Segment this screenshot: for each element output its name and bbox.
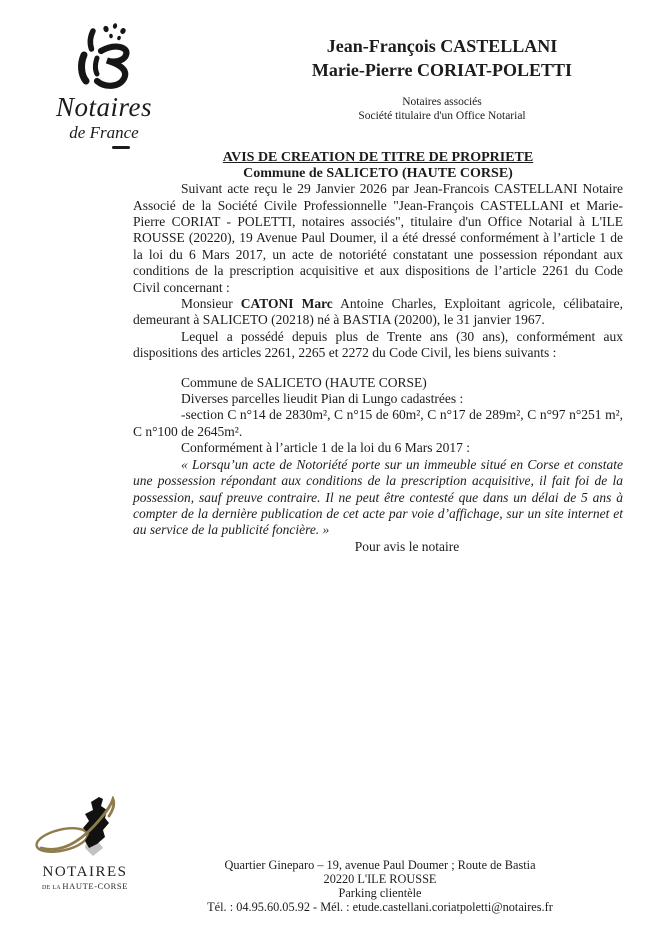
logo-underline-dash: [112, 146, 130, 149]
address-line-2: 20220 L'ILE ROUSSE: [323, 872, 437, 886]
owner-name: CATONI Marc: [240, 296, 333, 312]
notice-body: [133, 150, 623, 555]
property-sections-line: -section C n°14 de 2830m², C n°15 de 60m², C n°17 de 289m², C n°97 n°251 m², C n°100 de 2645m².: [133, 407, 623, 439]
signoff-line: Pour avis le notaire: [354, 538, 460, 554]
notice-commune-subtitle: Commune de SALICETO (HAUTE CORSE): [243, 165, 513, 181]
haute-corse-wordmark: NOTAIRES: [42, 864, 128, 880]
property-description: [133, 375, 623, 441]
notaires-de-france-wordmark: Notaires: [55, 92, 152, 122]
corsica-island-icon: [35, 796, 135, 858]
office-address-footer: [150, 858, 610, 914]
owner-details: Antoine Charles, Exploitant agricole, célibataire, demeurant à SALICETO (20218) né à BASTIA (20200), le 31 janvier 1967.: [133, 296, 623, 328]
notaires-de-france-wordmark-sub: de France: [69, 123, 139, 142]
property-commune-line: Commune de SALICETO (HAUTE CORSE): [181, 374, 427, 390]
address-line-3: Parking clientèle: [338, 886, 422, 900]
paragraph-acte: Suivant acte reçu le 29 Janvier 2026 par Jean-Francois CASTELLANI Notaire Associé de la Société Civile Professionnelle "Jean-François CASTELLANI et Marie-Pierre CORIAT - POLETTI, notaires associés", titulaire d'un Office Notarial à L'ILE ROUSSE (20220), 19 Avenue Paul Doumer, il a été dressé conformément à l’article 1 de la loi du 6 Mars 2017, un acte de notoriété constatant une possession répondant aux conditions de la prescription acquisitive et aux dispositions de l’article 2261 du Code Civil concernant :: [133, 181, 623, 295]
region-prefix: DE LA: [41, 885, 63, 891]
contact-line: Tél. : 04.95.60.05.92 - Mél. : etude.castellani.coriatpoletti@notaires.fr: [207, 900, 553, 914]
notaries-role: Notaires associés: [402, 96, 482, 108]
notice-title: AVIS DE CREATION DE TITRE DE PROPRIETE: [222, 150, 534, 165]
property-lieudit-line: Diverses parcelles lieudit Pian di Lungo cadastrées :: [181, 391, 464, 407]
owner-prefix: Monsieur: [181, 296, 241, 312]
notary-name-1: Jean-François CASTELLANI: [326, 36, 558, 56]
paragraph-possession: Lequel a possédé depuis plus de Trente ans (30 ans), conformément aux dispositions des articles 2261, 2265 et 2272 du Code Civil, les biens suivants :: [133, 328, 623, 361]
office-header: [272, 34, 612, 123]
notary-name-2: Marie-Pierre CORIAT-POLETTI: [311, 60, 573, 80]
notaires-haute-corse-logo: [28, 796, 142, 891]
address-line-1: Quartier Gineparo – 19, avenue Paul Doumer ; Route de Bastia: [224, 858, 536, 872]
haute-corse-region-line: [28, 882, 142, 891]
notice-title-block: [133, 150, 623, 181]
notaires-de-france-logo: [34, 22, 174, 149]
paragraph-owner: [133, 296, 623, 329]
law-reference-line: Conformément à l’article 1 de la loi du 6 Mars 2017 :: [181, 440, 471, 456]
region-name: HAUTE-CORSE: [62, 881, 129, 891]
notaires-de-france-figure-icon: [48, 22, 160, 92]
office-subtitle: Société titulaire d'un Office Notarial: [358, 109, 526, 122]
law-quote: « Lorsqu’un acte de Notoriété porte sur un immeuble situé en Corse et constate une possession répondant aux conditions de la prescription acquisitive, il fait foi de la possession, sauf preuve contraire. Il ne peut être contesté que dans un délai de 5 ans à compter de la dernière publication de cet acte par voie d’affichage, sur un site internet et au service de la publicité foncière. »: [133, 456, 623, 538]
